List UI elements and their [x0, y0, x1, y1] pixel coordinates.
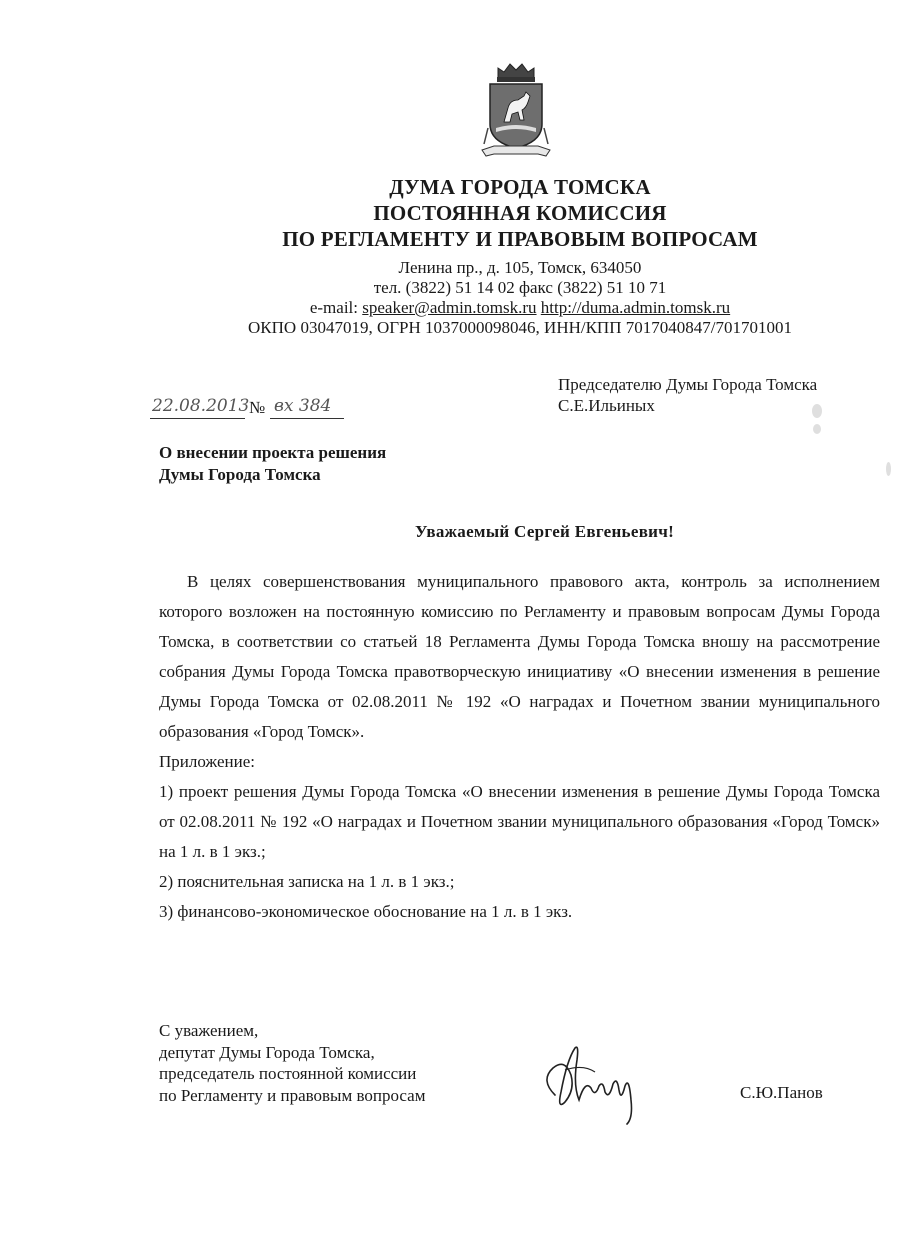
- org-codes: ОКПО 03047019, ОГРН 1037000098046, ИНН/КПП 7017040847/701701001: [248, 318, 792, 337]
- registration-field: [150, 396, 350, 422]
- org-phone: тел. (3822) 51 14 02 факс (3822) 51 10 71: [373, 278, 667, 297]
- closing-line1: С уважением,: [159, 1021, 259, 1040]
- body-paragraph: В целях совершенствования муниципального правового акта, контроль за исполнением которого возложен на постоянную комиссию по Регламенту и правовым вопросам Думы Города Томска, в соответствии со статьей 18 Регламента Думы Города Томска вношу на рассмотрение собрания Думы Города Томска правотворческую инициативу «О внесении изменения в решение Думы Города Томска от 02.08.2011 № 192 «О наградах и Почетном звании муниципального образования «Город Томск».: [159, 572, 880, 741]
- closing-line4: по Регламенту и правовым вопросам: [159, 1085, 426, 1105]
- signer-name: С.Ю.Панов: [740, 1083, 823, 1102]
- closing-line3: председатель постоянной комиссии: [159, 1064, 417, 1083]
- attachment-item: 1) проект решения Думы Города Томска «О внесении изменения в решение Думы Города Томска от 02.08.2011 № 192 «О наградах и Почетном звании муниципального образования «Город Томск» на 1 л. в 1 экз.;: [159, 782, 880, 861]
- org-title-line3: ПО РЕГЛАМЕНТУ И ПРАВОВЫМ ВОПРОСАМ: [282, 227, 758, 251]
- org-address: Ленина пр., д. 105, Томск, 634050: [398, 258, 642, 277]
- attachment-item: 3) финансово-экономическое обоснование на 1 л. в 1 экз.: [159, 902, 573, 921]
- registration-date: 22.08.2013: [152, 396, 250, 416]
- registration-number: вх 384: [274, 396, 332, 416]
- org-contacts: [230, 298, 810, 318]
- handwritten-signature: [535, 1040, 655, 1125]
- closing-line2: депутат Думы Города Томска,: [159, 1042, 375, 1062]
- salutation-text: Уважаемый Сергей Евгеньевич!: [415, 522, 675, 541]
- org-title-line1: ДУМА ГОРОДА ТОМСКА: [389, 175, 651, 199]
- organization-header: [250, 174, 790, 252]
- coat-of-arms-icon: [480, 62, 552, 162]
- subject-line2: Думы Города Томска: [159, 465, 321, 484]
- closing-block: [159, 1020, 425, 1106]
- subject-line1: О внесении проекта решения: [159, 443, 387, 462]
- salutation: [0, 522, 900, 542]
- number-label: №: [249, 398, 266, 417]
- org-title-line2: ПОСТОЯННАЯ КОМИССИЯ: [373, 201, 667, 225]
- recipient-block: [558, 374, 817, 416]
- website-link[interactable]: http://duma.admin.tomsk.ru: [540, 298, 731, 317]
- attachment-item: 2) пояснительная записка на 1 л. в 1 экз.;: [159, 872, 455, 891]
- email-link[interactable]: speaker@admin.tomsk.ru: [362, 298, 537, 317]
- attachment-label: Приложение:: [159, 752, 255, 771]
- letter-body: [159, 567, 880, 927]
- letter-subject: [159, 442, 386, 486]
- recipient-line1: Председателю Думы Города Томска: [558, 375, 818, 394]
- email-label: e-mail:: [309, 298, 358, 317]
- recipient-line2: С.Е.Ильиных: [558, 396, 655, 415]
